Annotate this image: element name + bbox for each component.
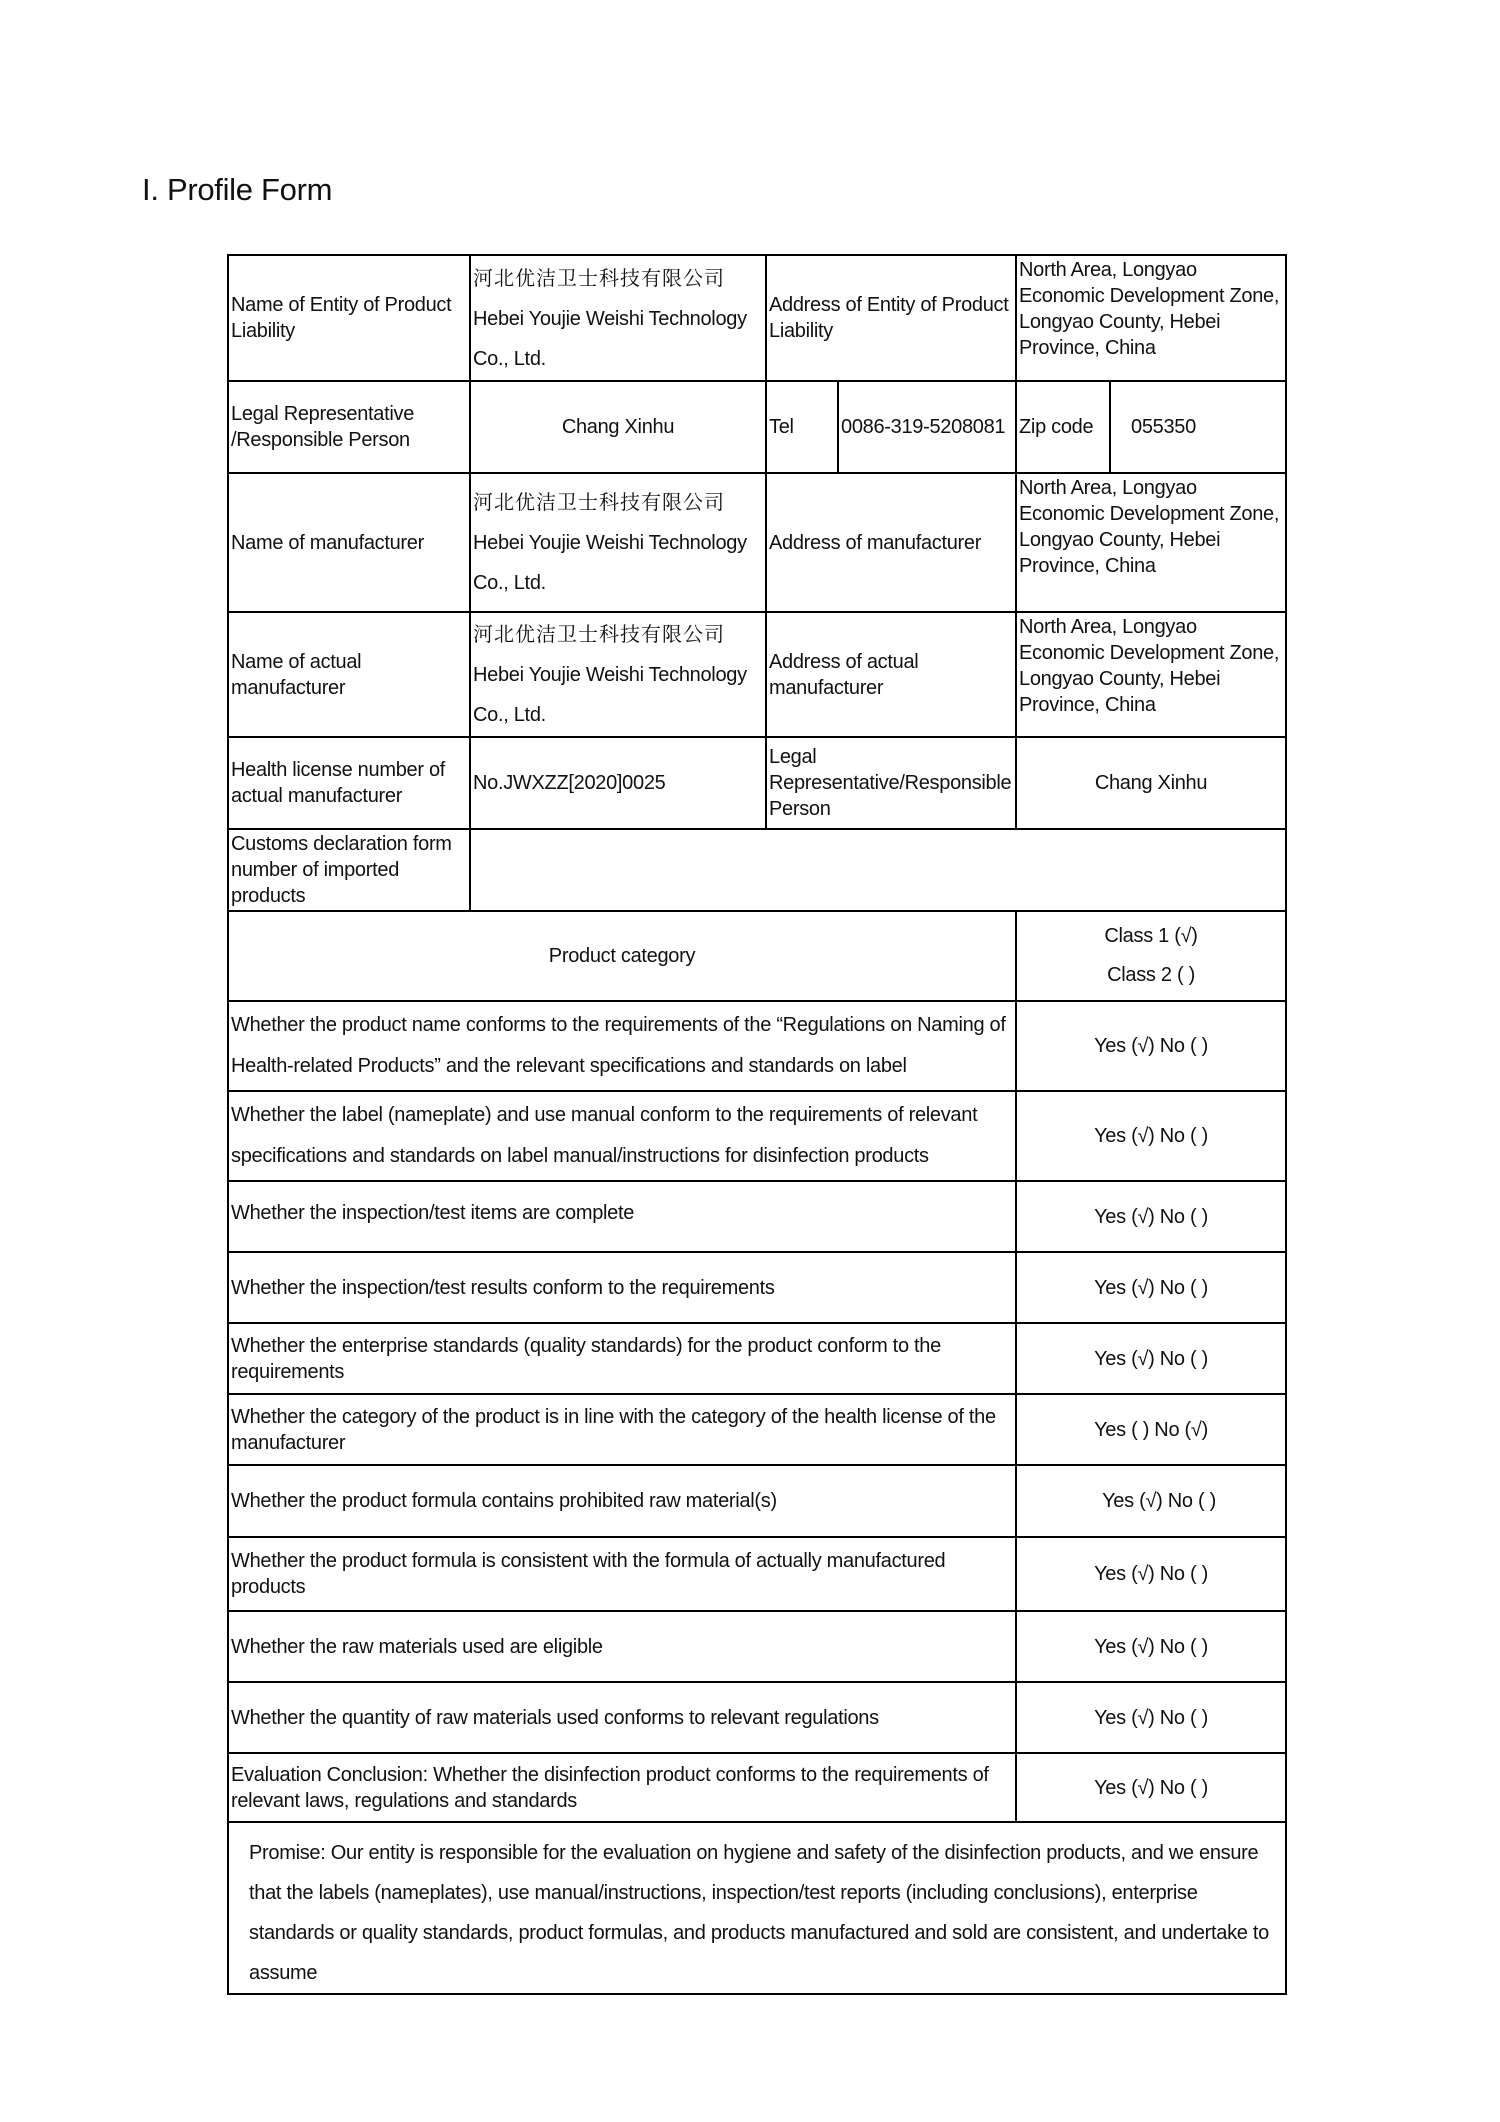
legal-label: Legal Representative /Responsible Person — [228, 381, 470, 473]
tel-value: 0086-319-5208081 — [838, 381, 1016, 473]
category-value — [1016, 911, 1286, 1001]
entity-name-cell — [470, 255, 766, 381]
legal-row — [228, 381, 1286, 473]
legal-name: Chang Xinhu — [470, 381, 766, 473]
question-answer: Yes (√) No ( ) — [1016, 1091, 1286, 1181]
manufacturer-address-label: Address of manufacturer — [766, 473, 1016, 612]
customs-label: Customs declaration form number of imported products — [228, 829, 470, 911]
license-rep-label: Legal Representative/Responsible Person — [766, 737, 1016, 829]
actual-name-en: Hebei Youjie Weishi Technology Co., Ltd. — [473, 664, 747, 726]
manufacturer-name-cn: 河北优洁卫士科技有限公司 — [473, 490, 725, 514]
category-class1: Class 1 (√) — [1104, 925, 1198, 947]
actual-address: North Area, Longyao Economic Development Zone, Longyao County, Hebei Province, China — [1016, 612, 1286, 737]
category-label: Product category — [228, 911, 1016, 1001]
question-row — [228, 1465, 1286, 1537]
question-answer: Yes (√) No ( ) — [1016, 1001, 1286, 1091]
conclusion-answer: Yes (√) No ( ) — [1016, 1753, 1286, 1822]
zip-label: Zip code — [1016, 381, 1110, 473]
question-answer: Yes (√) No ( ) — [1016, 1181, 1286, 1252]
question-answer: Yes (√) No ( ) — [1016, 1537, 1286, 1611]
manufacturer-name-label: Name of manufacturer — [228, 473, 470, 612]
license-rep: Chang Xinhu — [1016, 737, 1286, 829]
manufacturer-name-cell — [470, 473, 766, 612]
license-row — [228, 737, 1286, 829]
question-text: Whether the category of the product is in line with the category of the health license of the manufacturer — [228, 1394, 1016, 1465]
license-label: Health license number of actual manufacturer — [228, 737, 470, 829]
question-row — [228, 1394, 1286, 1465]
actual-name-label: Name of actual manufacturer — [228, 612, 470, 737]
question-text: Whether the product formula contains prohibited raw material(s) — [228, 1465, 1016, 1537]
question-answer: Yes (√) No ( ) — [1016, 1682, 1286, 1753]
category-row — [228, 911, 1286, 1001]
manufacturer-row — [228, 473, 1286, 612]
license-value: No.JWXZZ[2020]0025 — [470, 737, 766, 829]
entity-name-cn: 河北优洁卫士科技有限公司 — [473, 265, 725, 290]
question-answer: Yes (√) No ( ) — [1016, 1323, 1286, 1394]
question-text: Whether the product name conforms to the requirements of the “Regulations on Naming of Health-related Products” and the relevant specifications and standards on label — [228, 1001, 1016, 1091]
question-text: Whether the enterprise standards (quality standards) for the product conform to the requirements — [228, 1323, 1016, 1394]
actual-manufacturer-row — [228, 612, 1286, 737]
promise-text: Promise: Our entity is responsible for the evaluation on hygiene and safety of the disinfection products, and we ensure that the labels (nameplates), use manual/instructions, inspection/test reports (including conclusions), enterprise standards or quality standards, product formulas, and products manufactured and sold are consistent, and undertake to assume — [228, 1822, 1286, 1994]
entity-address: North Area, Longyao Economic Development Zone, Longyao County, Hebei Province, China — [1016, 255, 1286, 381]
question-answer: Yes (√) No ( ) — [1016, 1252, 1286, 1323]
actual-address-label: Address of actual manufacturer — [766, 612, 1016, 737]
customs-value — [470, 829, 1286, 911]
actual-name-cn: 河北优洁卫士科技有限公司 — [473, 622, 725, 646]
actual-name-cell — [470, 612, 766, 737]
manufacturer-address: North Area, Longyao Economic Development Zone, Longyao County, Hebei Province, China — [1016, 473, 1286, 612]
entity-address-label: Address of Entity of Product Liability — [766, 255, 1016, 381]
question-text: Whether the label (nameplate) and use manual conform to the requirements of relevant specifications and standards on label manual/instructions for disinfection products — [228, 1091, 1016, 1181]
page-heading: I. Profile Form — [142, 172, 333, 207]
question-answer: Yes ( ) No (√) — [1016, 1394, 1286, 1465]
entity-name-label: Name of Entity of Product Liability — [228, 255, 470, 381]
question-row — [228, 1682, 1286, 1753]
manufacturer-name-en: Hebei Youjie Weishi Technology Co., Ltd. — [473, 532, 747, 594]
customs-row — [228, 829, 1286, 911]
question-answer: Yes (√) No ( ) — [1016, 1465, 1286, 1537]
category-class2: Class 2 ( ) — [1107, 964, 1195, 986]
question-text: Whether the quantity of raw materials used conforms to relevant regulations — [228, 1682, 1016, 1753]
question-row — [228, 1091, 1286, 1181]
profile-form-table — [227, 254, 1287, 1995]
question-answer: Yes (√) No ( ) — [1016, 1611, 1286, 1682]
question-row — [228, 1611, 1286, 1682]
question-text: Whether the product formula is consistent with the formula of actually manufactured products — [228, 1537, 1016, 1611]
question-row — [228, 1537, 1286, 1611]
entity-row — [228, 255, 1286, 381]
entity-name-en: Hebei Youjie Weishi Technology Co., Ltd. — [473, 307, 747, 370]
question-row — [228, 1181, 1286, 1252]
zip-value: 055350 — [1110, 381, 1286, 473]
tel-label: Tel — [766, 381, 838, 473]
promise-row — [228, 1822, 1286, 1994]
question-row — [228, 1001, 1286, 1091]
conclusion-text: Evaluation Conclusion: Whether the disinfection product conforms to the requirements of relevant laws, regulations and standards — [228, 1753, 1016, 1822]
question-row — [228, 1323, 1286, 1394]
question-text: Whether the inspection/test results conform to the requirements — [228, 1252, 1016, 1323]
question-text: Whether the raw materials used are eligible — [228, 1611, 1016, 1682]
question-row — [228, 1252, 1286, 1323]
question-text: Whether the inspection/test items are complete — [228, 1181, 1016, 1252]
conclusion-row — [228, 1753, 1286, 1822]
